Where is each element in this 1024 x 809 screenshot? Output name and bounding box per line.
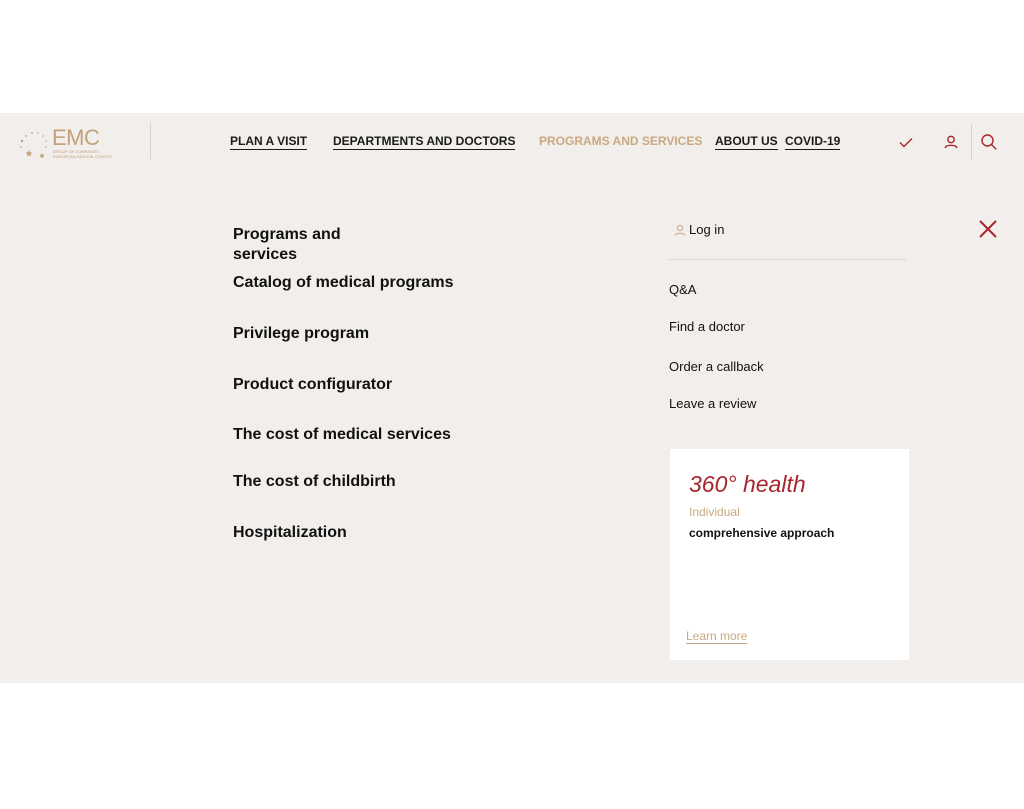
menu-item-catalog[interactable]: Catalog of medical programs [233, 274, 454, 291]
logo-subtitle: EUROPEAN MEDICAL CENTER [53, 154, 112, 159]
nav-programs-and-services[interactable]: PROGRAMS AND SERVICES [539, 134, 703, 148]
header-divider [971, 124, 972, 160]
divider [669, 259, 906, 260]
menu-item-cost-of-services[interactable]: The cost of medical services [233, 426, 451, 443]
learn-more-link[interactable]: Learn more [686, 629, 748, 643]
link-order-a-callback[interactable]: Order a callback [669, 359, 764, 374]
nav-plan-a-visit[interactable]: PLAN A VISIT [230, 134, 308, 148]
nav-departments-and-doctors[interactable]: DEPARTMENTS AND DOCTORS [333, 134, 516, 148]
stars-icon [18, 127, 52, 161]
link-qa[interactable]: Q&A [669, 282, 697, 297]
link-leave-a-review[interactable]: Leave a review [669, 396, 757, 411]
card-subtitle: Individual [689, 505, 740, 519]
card-title: 360° health [689, 471, 806, 497]
menu-heading: Programs and services [233, 226, 341, 263]
nav-covid-19[interactable]: COVID-19 [785, 134, 841, 148]
user-icon[interactable] [941, 132, 961, 152]
emc-logo[interactable] [18, 125, 122, 161]
user-icon [673, 223, 687, 237]
login-link[interactable]: Log in [689, 222, 725, 237]
menu-item-privilege-program[interactable]: Privilege program [233, 325, 370, 342]
logo-subtitle: GROUP OF COMPANIES [53, 149, 100, 154]
close-icon[interactable] [976, 217, 1000, 241]
link-find-a-doctor[interactable]: Find a doctor [669, 319, 745, 334]
header-divider [150, 123, 151, 159]
menu-item-product-configurator[interactable]: Product configurator [233, 376, 393, 393]
check-icon[interactable] [896, 132, 916, 152]
card-subtitle-bold: comprehensive approach [689, 526, 835, 540]
search-icon[interactable] [979, 132, 999, 152]
menu-item-hospitalization[interactable]: Hospitalization [233, 524, 347, 541]
logo-text: EMC [52, 125, 100, 150]
promo-card[interactable] [670, 449, 909, 660]
menu-item-cost-of-childbirth[interactable]: The cost of childbirth [233, 473, 396, 490]
menu-panel [0, 113, 1024, 683]
nav-about-us[interactable]: ABOUT US [715, 134, 778, 148]
